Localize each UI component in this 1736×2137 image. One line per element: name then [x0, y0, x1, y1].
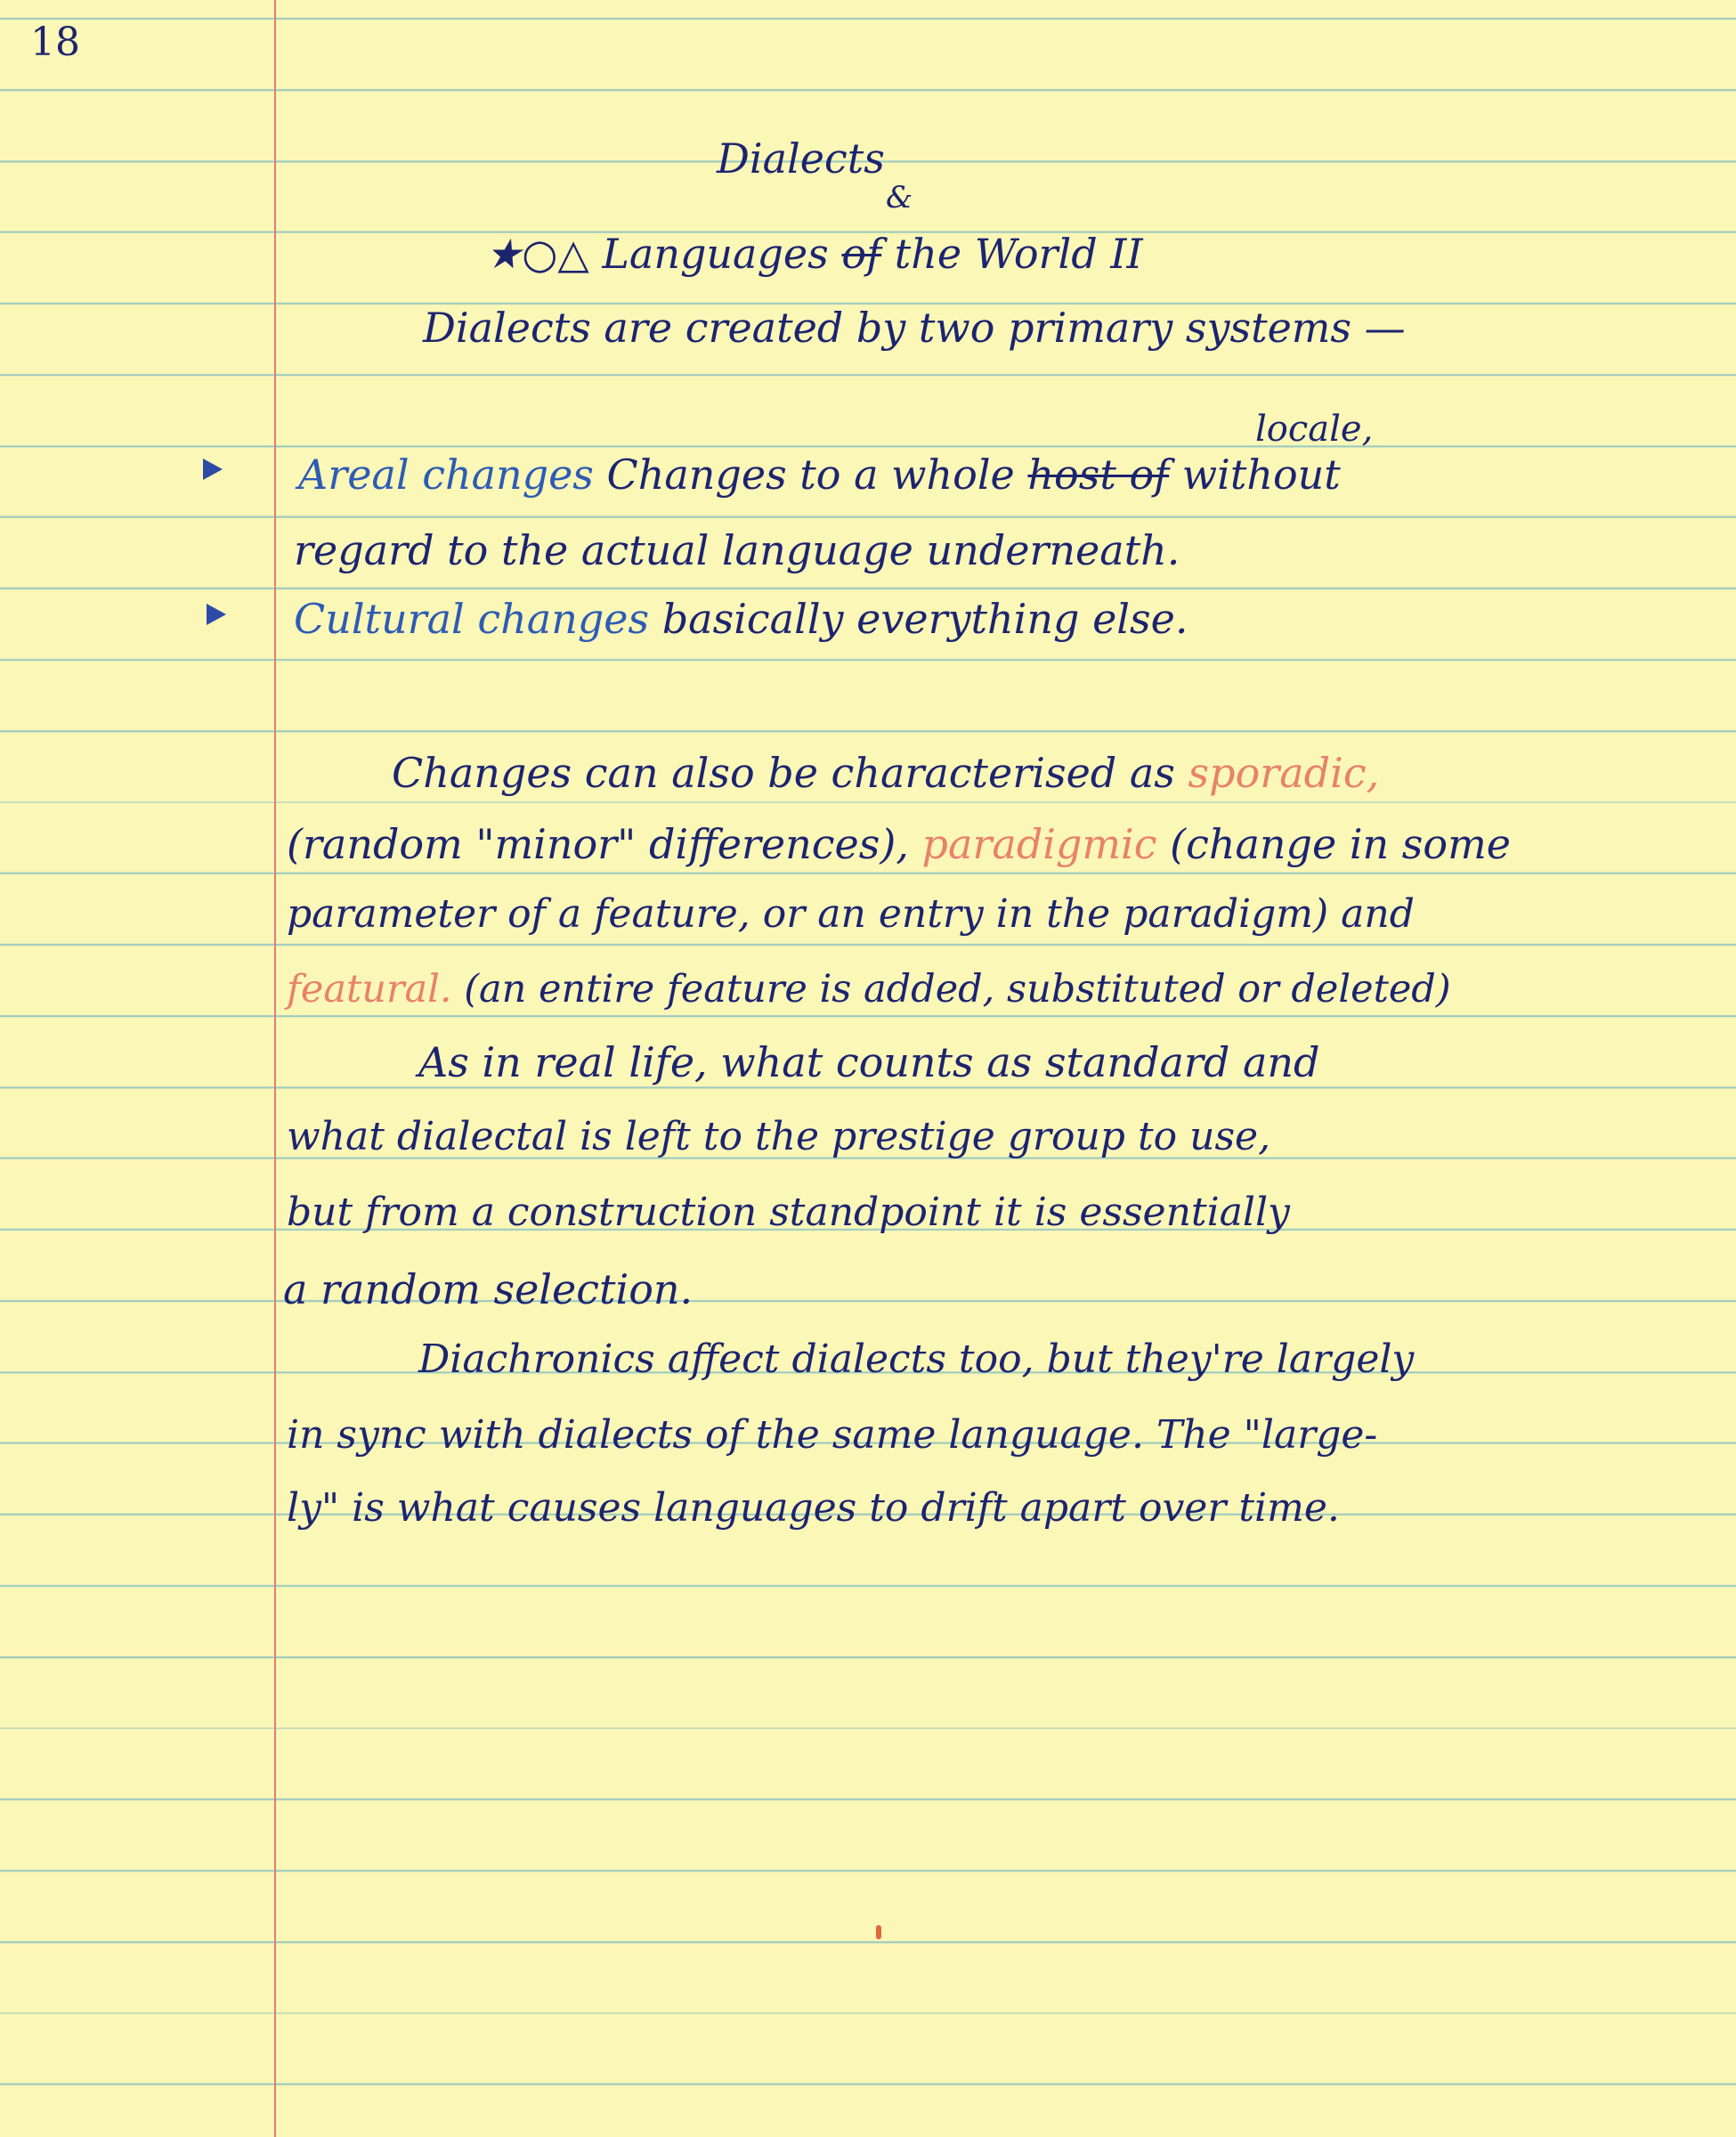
para1-line2	[287, 820, 1511, 868]
para1-l2-text-b: (change in some	[1156, 820, 1511, 868]
subtitle-insert: &	[886, 180, 913, 215]
subtitle-suffix: the World II	[881, 230, 1143, 278]
page-number: 18	[30, 20, 80, 65]
page-subtitle	[485, 230, 1143, 278]
para1-line1	[392, 749, 1380, 797]
para1-term-paradigmic: paradigmic	[921, 820, 1157, 868]
bullet1-insert: locale,	[1255, 409, 1374, 450]
para2-line4: a random selection.	[283, 1265, 694, 1313]
bullet2-line	[294, 595, 1188, 643]
para1-l1-text: Changes can also be characterised as	[392, 749, 1188, 797]
ink-dot	[876, 1925, 881, 1939]
subtitle-struck: of	[841, 230, 882, 278]
para1-l2-text-a: (random "minor" differences),	[287, 820, 922, 868]
para3-line3: ly" is what causes languages to drift apart over time.	[287, 1485, 1340, 1531]
margin-line	[274, 0, 276, 2137]
para3-line1: Diachronics affect dialects too, but they're largely	[418, 1337, 1415, 1382]
bullet1-text-b: without	[1169, 451, 1341, 499]
subtitle-prefix: ★○△ Languages	[485, 230, 842, 278]
bullet1-line1	[298, 451, 1341, 499]
para3-line2: in sync with dialects of the same language. The "large-	[287, 1412, 1378, 1458]
bullet1-struck: host of	[1027, 451, 1170, 499]
intro-line: Dialects are created by two primary systems —	[423, 304, 1406, 352]
para2-line1: As in real life, what counts as standard and	[418, 1038, 1320, 1086]
para1-l4-text: (an entire feature is added, substituted or deleted)	[451, 967, 1451, 1012]
bullet2-text: basically everything else.	[661, 595, 1188, 643]
bullet1-line2: regard to the actual language underneath.	[294, 526, 1180, 574]
bullet1-text-a: Changes to a whole	[606, 451, 1028, 499]
page-title: Dialects	[717, 134, 885, 183]
para2-line2: what dialectal is left to the prestige group to use,	[287, 1114, 1271, 1159]
bullet-arrow-icon	[203, 459, 223, 480]
para1-term-featural: featural.	[287, 967, 452, 1012]
para1-line3: parameter of a feature, or an entry in the paradigm) and	[287, 891, 1415, 937]
bullet1-term: Areal changes	[298, 451, 594, 499]
bullet-arrow-icon	[207, 604, 226, 625]
para2-line3: but from a construction standpoint it is essentially	[287, 1190, 1290, 1235]
bullet2-term: Cultural changes	[294, 595, 650, 643]
para1-line4	[287, 967, 1451, 1012]
para1-term-sporadic: sporadic,	[1188, 749, 1380, 797]
